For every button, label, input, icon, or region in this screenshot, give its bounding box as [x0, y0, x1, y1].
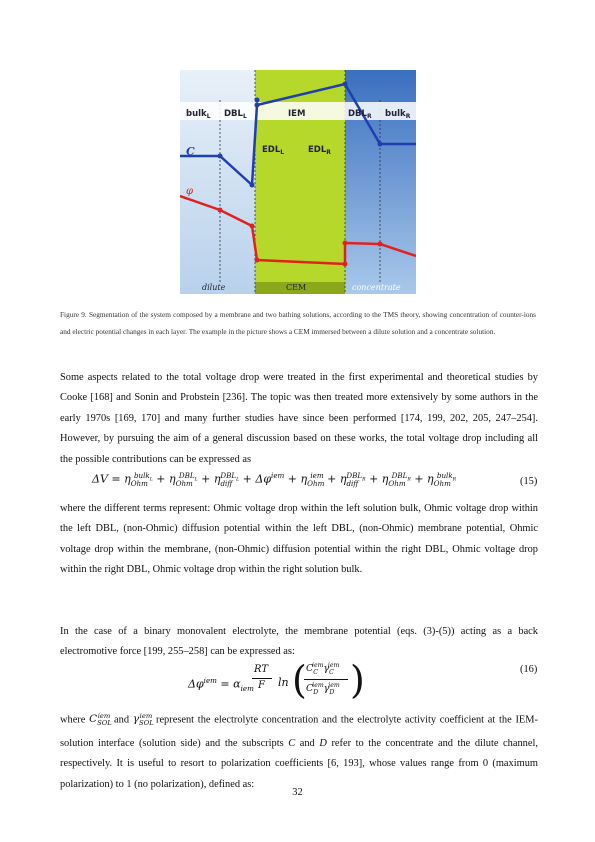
label-phi: φ	[186, 186, 194, 197]
figure-caption: Figure 9. Segmentation of the system composed by a membrane and two bathing solutions, according to the TMS theory, showing concentration of counter-ions and electric potential changes in each layer. The example in the picture shows a CEM immersed between a dilute solution and a concentrate solution.	[60, 310, 536, 336]
equation-16-number: (16)	[520, 664, 538, 675]
label-iem: IEM	[288, 109, 306, 119]
page-number: 32	[292, 787, 303, 798]
paragraph-coefficients: where $C_{SOL}^{iem}$ and $\gamma_{SOL}^{iem}$ represent the electrolyte concentration and the electrolyte activity coefficient at the IEM-solution interface (solution side) and the subscripts C and D refer to the concentrate and the dilute channel, respectively. It is useful to resort to polarization coefficients [6, 193], whose values range from 0 (maximum polarization) to 1 (no polarization), defined as:	[60, 712, 538, 790]
equation-15-number: (15)	[520, 476, 538, 487]
label-edl-right: $EDL_R$	[308, 145, 331, 156]
paragraph-membrane-potential: In the case of a binary monovalent electrolyte, the membrane potential (eqs. (3)-(5)) acting as a back electromotive force [199, 255–258] can be expressed as:	[60, 626, 538, 658]
label-dbl-right: $DBL_R$	[348, 109, 372, 120]
paragraph-terms: where the different terms represent: Ohmic voltage drop within the left solution bulk, Ohmic voltage drop within the left DBL, (non-Ohmic) diffusion potential within the left DBL, (non-Ohmic) membrane potential, Ohmic voltage drop within the membrane, (non-Ohmic) diffusion potential within the right DBL, Ohmic voltage drop within the right DBL, Ohmic voltage drop within the right solution bulk.	[60, 503, 538, 576]
label-bulk-right: bulk$_R$	[385, 109, 411, 120]
label-c: C	[186, 145, 195, 158]
label-dbl-left: $DBL_L$	[224, 109, 247, 120]
label-edl-left: $EDL_L$	[262, 145, 285, 156]
paragraph-voltage-drop: Some aspects related to the total voltage drop were treated in the first experimental and theoretical studies by Cooke [168] and Sonin and Probstein [236]. The topic was then treated more extensively by some authors in the early 1970s [169, 170] and many further studies have since been performed [174, 199, 202, 205, 247–254]. However, by pursuing the aim of a general discussion based on these works, the total voltage drop including all the possible contributions can be expressed as	[60, 372, 538, 465]
label-dilute: dilute	[202, 283, 226, 292]
label-bulk-left: bulk$_L$	[186, 109, 211, 120]
tms-segmentation-figure	[180, 70, 416, 294]
label-cem: CEM	[286, 283, 307, 292]
equation-15: $\Delta V = \eta_{Ohm}^{bulk_L} + \eta_{Ohm}^{DBL_L} + \eta_{diff}^{DBL_L} + \Delta\varphi^{iem} + \eta_{Ohm}^{iem} + \eta_{diff}^{DBL_R} + \eta_{Ohm}^{DBL_R} + \eta_{Ohm}^{bulk_R}$	[92, 471, 457, 488]
label-concentrate: concentrate	[352, 283, 401, 292]
